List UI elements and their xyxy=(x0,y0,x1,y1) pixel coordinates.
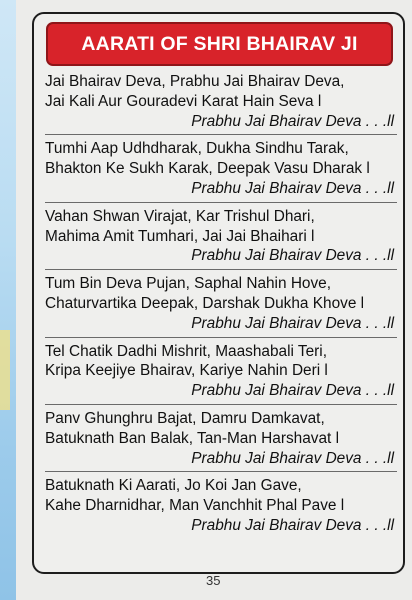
verse xyxy=(45,337,397,401)
content-frame xyxy=(32,12,405,574)
book-page xyxy=(16,0,412,600)
adjacent-page-color-band xyxy=(0,330,10,410)
adjacent-page-edge xyxy=(0,0,16,600)
verse xyxy=(45,202,397,266)
verse-line: Tum Bin Deva Pujan, Saphal Nahin Hove, xyxy=(45,275,332,293)
verse-refrain: Prabhu Jai Bhairav Deva . . .ll xyxy=(191,112,394,130)
verse xyxy=(45,471,397,535)
verse-line: Mahima Amit Tumhari, Jai Jai Bhaihari l xyxy=(45,227,315,245)
verse-line: Jai Kali Aur Gouradevi Karat Hain Seva l xyxy=(45,92,322,110)
verse-line: Batuknath Ban Balak, Tan-Man Harshavat l xyxy=(45,429,340,447)
verse-refrain: Prabhu Jai Bhairav Deva . . .ll xyxy=(191,516,394,534)
verse-line: Bhakton Ke Sukh Karak, Deepak Vasu Dharak l xyxy=(45,160,370,178)
verse xyxy=(45,404,397,468)
verse-line: Kahe Dharnidhar, Man Vanchhit Phal Pave l xyxy=(45,497,345,515)
page-number: 35 xyxy=(206,573,221,588)
verse-refrain: Prabhu Jai Bhairav Deva . . .ll xyxy=(191,382,394,400)
title-banner xyxy=(46,22,393,66)
verse-line: Kripa Keejiye Bhairav, Kariye Nahin Deri l xyxy=(45,362,328,380)
verse xyxy=(45,134,397,198)
verse-line: Chaturvartika Deepak, Darshak Dukha Khove l xyxy=(45,294,365,312)
verse xyxy=(45,72,397,131)
verse-refrain: Prabhu Jai Bhairav Deva . . .ll xyxy=(191,179,394,197)
verse-line: Tumhi Aap Udhdharak, Dukha Sindhu Tarak, xyxy=(45,140,349,158)
verse-line: Tel Chatik Dadhi Mishrit, Maashabali Teri, xyxy=(45,342,327,360)
verse-refrain: Prabhu Jai Bhairav Deva . . .ll xyxy=(191,449,394,467)
verse xyxy=(45,269,397,333)
verse-line: Vahan Shwan Virajat, Kar Trishul Dhari, xyxy=(45,207,315,225)
page-title: AARATI OF SHRI BHAIRAV JI xyxy=(81,32,358,55)
verse-list xyxy=(45,72,397,536)
verse-line: Jai Bhairav Deva, Prabhu Jai Bhairav Deva, xyxy=(45,73,345,90)
verse-refrain: Prabhu Jai Bhairav Deva . . .ll xyxy=(191,247,394,265)
verse-line: Panv Ghunghru Bajat, Damru Damkavat, xyxy=(45,409,325,427)
verse-refrain: Prabhu Jai Bhairav Deva . . .ll xyxy=(191,314,394,332)
verse-line: Batuknath Ki Aarati, Jo Koi Jan Gave, xyxy=(45,477,302,495)
